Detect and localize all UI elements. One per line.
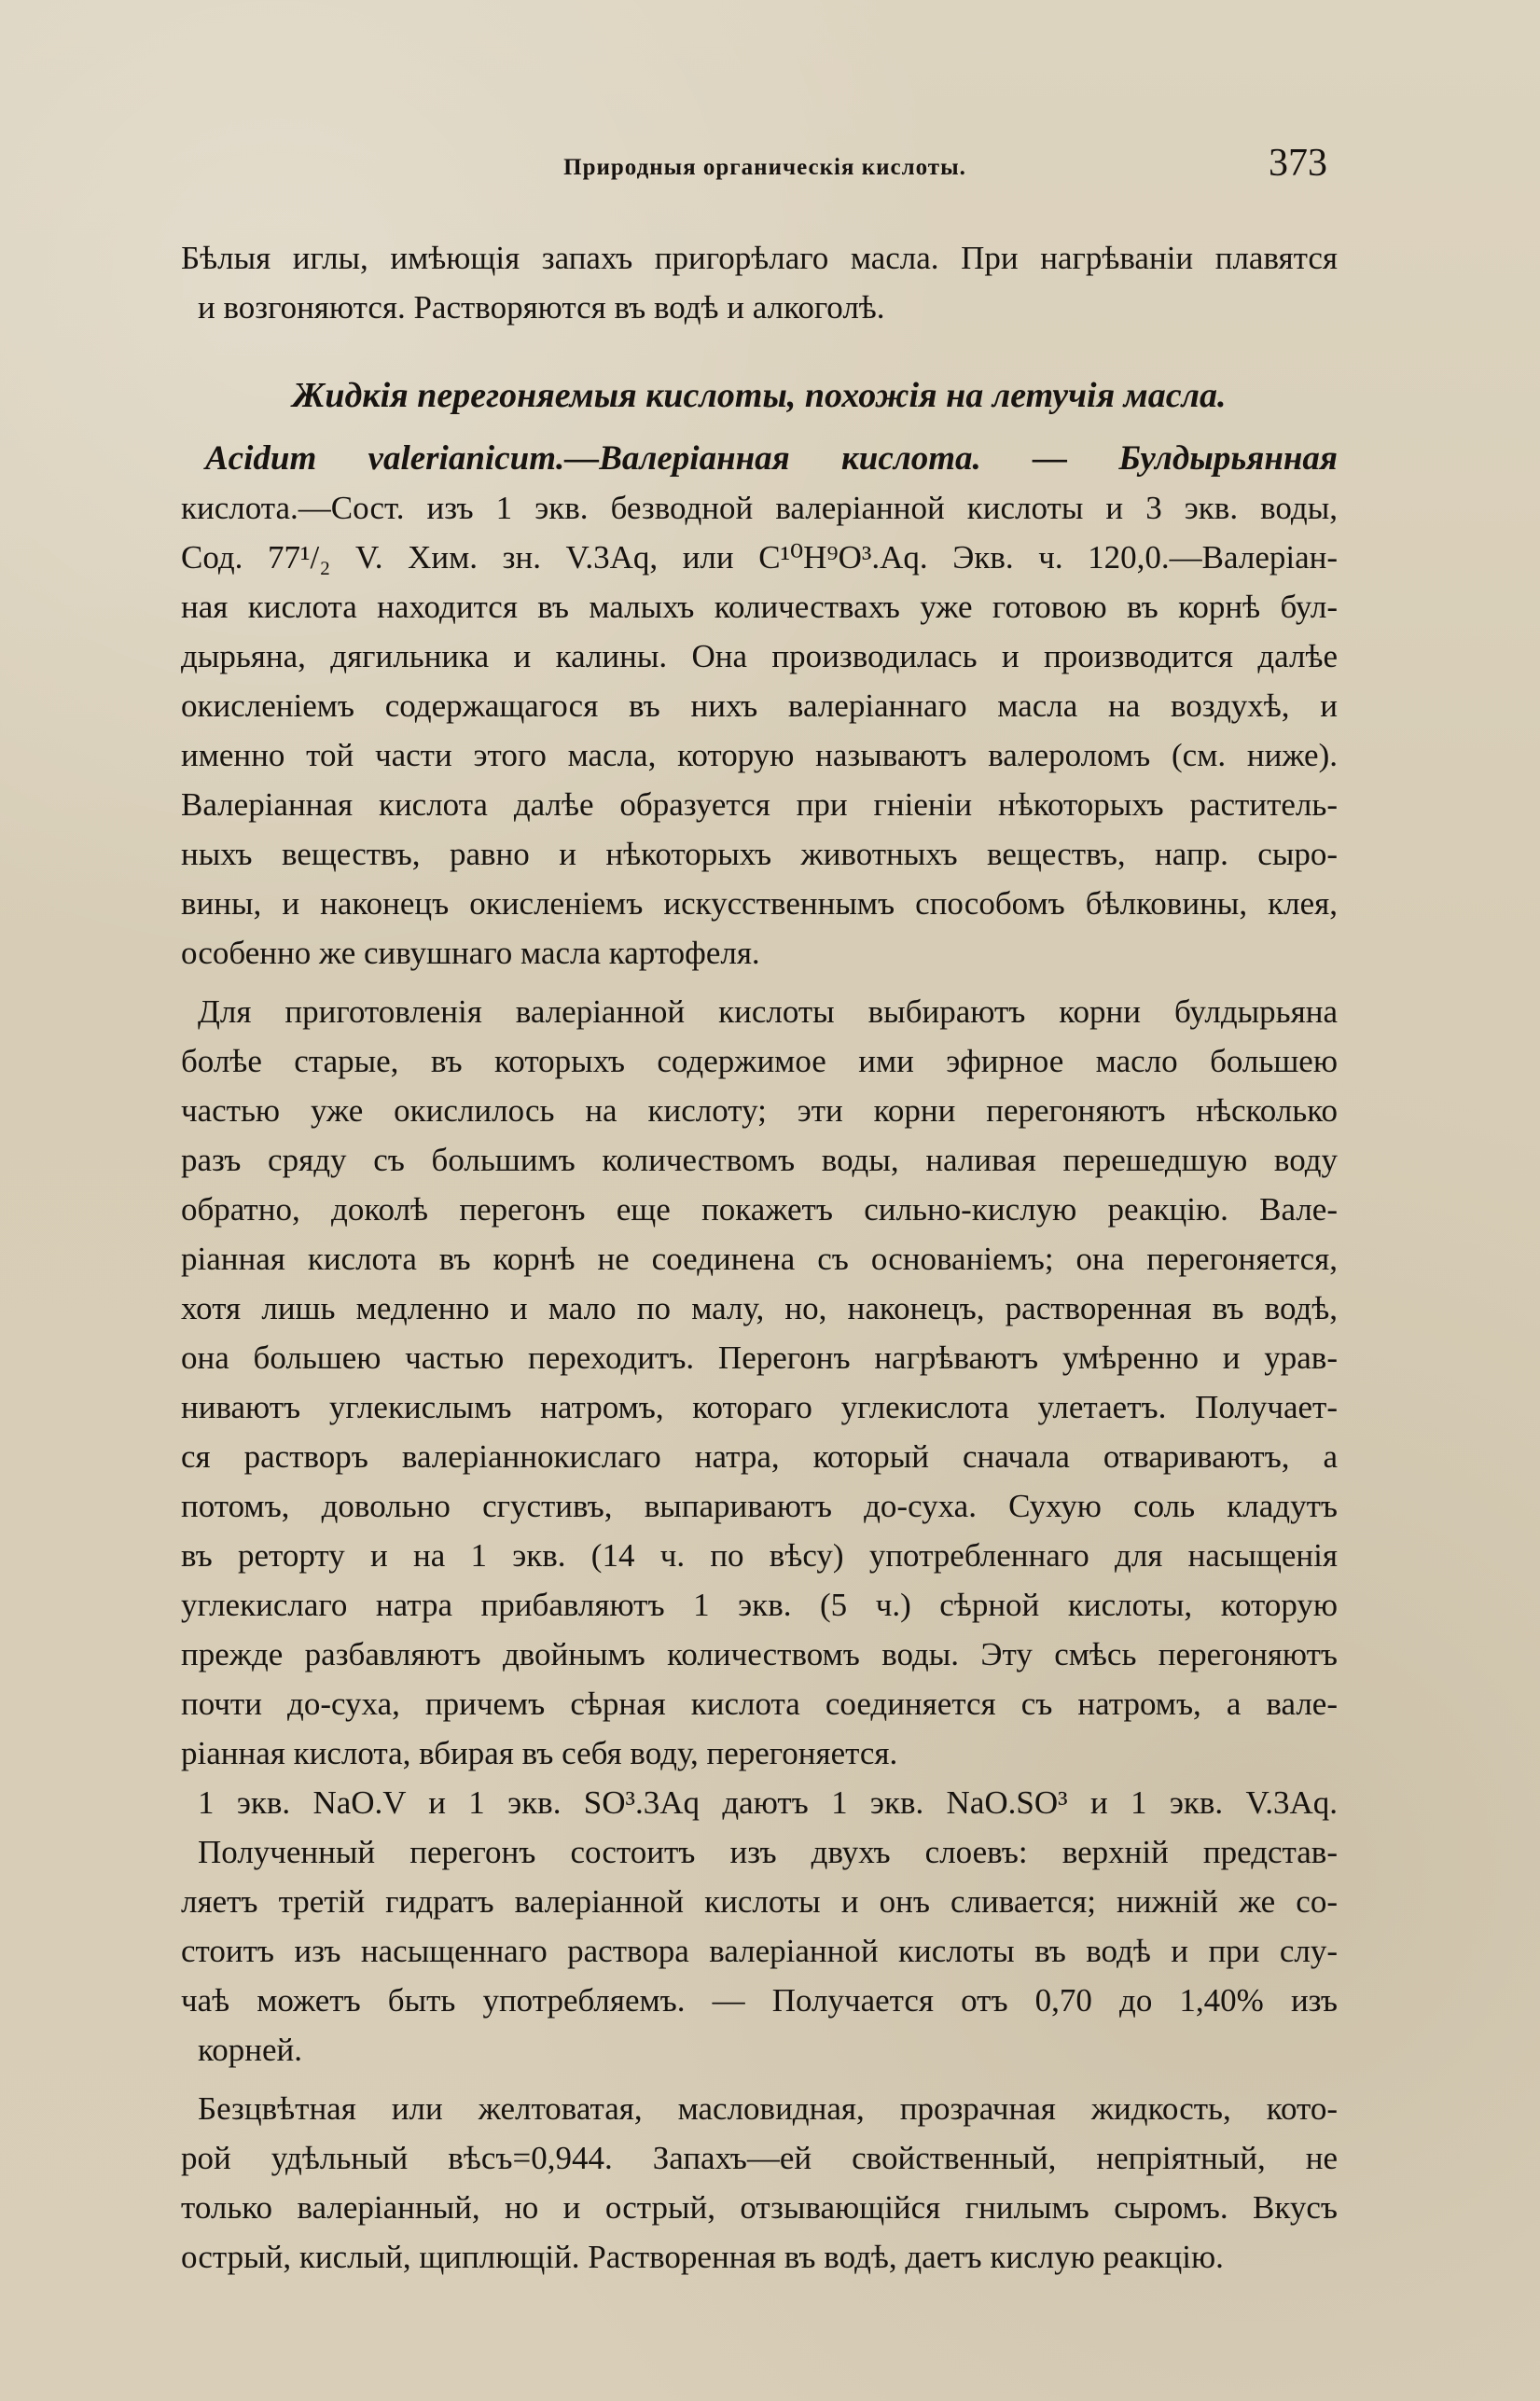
text-line: обратно, доколѣ перегонъ еще покажетъ сильно-кислую реакцію. Вале- <box>181 1191 1338 1228</box>
page-number: 373 <box>1269 142 1327 185</box>
text-line: ниваютъ углекислымъ натромъ, котораго углекислота улетаетъ. Получает- <box>181 1389 1338 1425</box>
section-heading: Жидкія перегоняемыя кислоты, похожія на летучія масла. <box>292 376 1227 415</box>
text-line: окисленіемъ содержащагося въ нихъ валеріаннаго масла на воздухѣ, и <box>181 687 1338 724</box>
text-line: углекислаго натра прибавляютъ 1 экв. (5 ч.) сѣрной кислоты, которую <box>181 1587 1338 1623</box>
section-gap <box>181 332 1338 354</box>
text-line: вины, и наконецъ окисленіемъ искусственнымъ способомъ бѣлковины, клея, <box>181 885 1338 922</box>
text-line: только валеріанный, но и острый, отзывающійся гнилымъ сыромъ. Вкусъ <box>181 2189 1338 2226</box>
text-line: потомъ, довольно сгустивъ, выпариваютъ до-суха. Сухую соль кладутъ <box>181 1488 1338 1524</box>
text-line: болѣе старые, въ которыхъ содержимое ими эфирное масло большею <box>181 1043 1338 1079</box>
text-line: ная кислота находится въ малыхъ количествахъ уже готовою въ корнѣ бул- <box>181 589 1338 625</box>
text-line: чаѣ можетъ быть употребляемъ. — Получается отъ 0,70 до 1,40% изъ <box>181 1982 1338 2019</box>
text-line: въ реторту и на 1 экв. (14 ч. по вѣсу) употребленнаго для насыщенія <box>181 1537 1338 1574</box>
text-line: ныхъ веществъ, равно и нѣкоторыхъ животныхъ веществъ, напр. сыро- <box>181 836 1338 872</box>
text-line: дырьяна, дягильника и калины. Она производилась и производится далѣе <box>181 638 1338 674</box>
text-line: прежде разбавляютъ двойнымъ количествомъ воды. Эту смѣсь перегоняютъ <box>181 1636 1338 1672</box>
text-line: корней. <box>198 2032 302 2068</box>
text-line: Для приготовленія валеріанной кислоты выбираютъ корни булдырьяна <box>198 993 1338 1030</box>
text-line: Валеріанная кислота далѣе образуется при гніеніи нѣкоторыхъ раститель- <box>181 786 1338 823</box>
text-line: частью уже окислилось на кислоту; эти корни перегоняютъ нѣсколько <box>181 1092 1338 1129</box>
text-line: почти до-суха, причемъ сѣрная кислота соединяется съ натромъ, а вале- <box>181 1686 1338 1722</box>
main-text-block <box>181 233 1338 2282</box>
text-line: ріанная кислота въ корнѣ не соединена съ основаніемъ; она перегоняется, <box>181 1241 1338 1277</box>
chemical-equation: 1 экв. NaO.V и 1 экв. SO³.3Aq даютъ 1 экв. NaO.SO³ и 1 экв. V.3Aq. <box>198 1784 1338 1821</box>
text-line: Бѣлыя иглы, имѣющія запахъ пригорѣлаго масла. При нагрѣваніи плавятся <box>181 240 1338 276</box>
paragraph-gap <box>181 978 1338 987</box>
text-line: ся растворъ валеріаннокислаго натра, который сначала отвариваютъ, а <box>181 1438 1338 1475</box>
text-line: и возгоняются. Растворяются въ водѣ и алкоголѣ. <box>198 289 885 326</box>
text-line: Безцвѣтная или желтоватая, масловидная, прозрачная жидкость, кото- <box>198 2090 1338 2127</box>
text-line: разъ сряду съ большимъ количествомъ воды, наливая перешедшую воду <box>181 1142 1338 1178</box>
text-line: она большею частью переходитъ. Перегонъ нагрѣваютъ умѣренно и урав- <box>181 1339 1338 1376</box>
text-line: стоитъ изъ насыщеннаго раствора валеріанной кислоты въ водѣ и при слу- <box>181 1933 1338 1969</box>
text-line: рой удѣльный вѣсъ=0,944. Запахъ—ей свойственный, непріятный, не <box>181 2140 1338 2176</box>
subheading-line: Acidum valerianicum.—Валеріанная кислота. — Булдырьянная <box>205 439 1338 478</box>
text-line: хотя лишь медленно и мало по малу, но, наконецъ, растворенная въ водѣ, <box>181 1290 1338 1326</box>
text-line: Сод. 77¹/₂ V. Хим. зн. V.3Aq, или C¹⁰H⁹O³.Aq. Экв. ч. 120,0.—Валеріан- <box>181 539 1338 576</box>
text-line: особенно же сивушнаго масла картофеля. <box>181 935 760 971</box>
text-line: ляетъ третій гидратъ валеріанной кислоты и онъ сливается; нижній же со- <box>181 1883 1338 1920</box>
text-line: ріанная кислота, вбирая въ себя воду, перегоняется. <box>181 1735 898 1771</box>
paragraph-gap <box>181 2075 1338 2084</box>
text-line: именно той части этого масла, которую называютъ валероломъ (см. ниже). <box>181 737 1338 773</box>
text-line: кислота.—Сост. изъ 1 экв. безводной валеріанной кислоты и 3 экв. воды, <box>181 490 1338 526</box>
text-line: острый, кислый, щиплющій. Растворенная въ водѣ, даетъ кислую реакцію. <box>181 2239 1224 2275</box>
running-head: Природныя органическія кислоты. <box>563 155 966 180</box>
text-line: Полученный перегонъ состоитъ изъ двухъ слоевъ: верхній представ- <box>198 1834 1338 1870</box>
